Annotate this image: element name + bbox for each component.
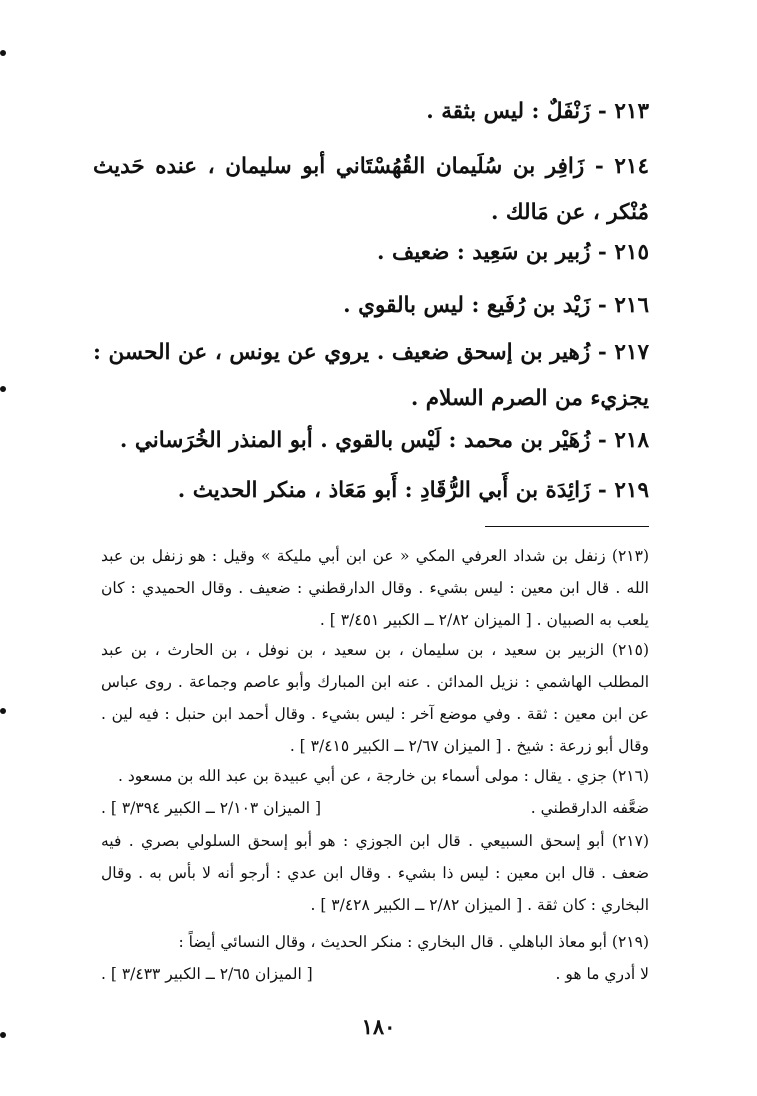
footnote-216-line-1: (٢١٦) جزي . يقال : مولى أسماء بن خارجة ، عن أبي عبيدة بن عبد الله بن مسعود . bbox=[118, 767, 649, 785]
footnote-217 bbox=[101, 825, 649, 921]
entry-214: ٢١٤ - زَافِر بن سُلَيمان القُهُسْتَاني أبو سليمان ، عنده حَديث مُنْكر ، عن مَالك . bbox=[93, 154, 649, 225]
footnote-219-line-2: لا أدري ما هو . bbox=[555, 965, 649, 983]
footnote-separator bbox=[485, 526, 649, 527]
footnote-213-text: (٢١٣) زنفل بن شداد العرفي المكي « عن ابن أبي مليكة » وقيل : هو زنفل بن عبد الله . قال ابن معين : ليس بشيء . وقال الدارقطني : ضعيف . وقال الحميدي : كان يلعب به الصبيان . bbox=[101, 547, 649, 629]
page-number: ١٨٠ bbox=[361, 1014, 396, 1039]
entry-217: ٢١٧ - زُهير بن إسحق ضعيف . يروي عن يونس ، عن الحسن : يجزيء من الصرم السلام . bbox=[93, 340, 649, 411]
margin-dot bbox=[0, 386, 6, 392]
footnote-219-reference: [ الميزان ٢/٦٥ ــ الكبير ٣/٤٣٣ ] . bbox=[101, 965, 313, 983]
footnote-219 bbox=[101, 926, 649, 990]
footnote-215-text: (٢١٥) الزبير بن سعيد ، بن سليمان ، بن سعيد ، بن نوفل ، بن الحارث ، بن عبد المطلب الهاشمي : نزيل المدائن . عنه ابن المبارك وأبو عاصم وجماعة . روى عباس عن ابن معين : ثقة . وفي موضع آخر : ليس بشيء . وقال أحمد ابن حنبل : فيه لين . وقال أبو زرعة : شيخ . bbox=[101, 641, 649, 755]
margin-dot bbox=[0, 1032, 6, 1038]
entry-219: ٢١٩ - زَائِدَة بن أَبي الرُّقَادِ : أَبو مَعَاذ ، منكر الحديث . bbox=[177, 478, 649, 503]
footnote-216 bbox=[101, 760, 649, 824]
footnote-216-line-2: ضعَّفه الدارقطني . bbox=[530, 799, 649, 817]
footnote-219-line-1: (٢١٩) أبو معاذ الباهلي . قال البخاري : منكر الحديث ، وقال النسائي أيضاً : bbox=[178, 933, 649, 951]
margin-dot bbox=[0, 708, 6, 714]
footnote-215 bbox=[101, 634, 649, 762]
entry-218: ٢١٨ - زُهَيْر بن محمد : لَيْس بالقوي . أبو المنذر الخُرَساني . bbox=[119, 428, 649, 453]
margin-dot bbox=[0, 50, 6, 56]
footnote-217-reference: [ الميزان ٢/٨٢ ــ الكبير ٣/٤٢٨ ] . bbox=[310, 896, 523, 914]
footnote-213-reference: [ الميزان ٢/٨٢ ــ الكبير ٣/٤٥١ ] . bbox=[319, 611, 532, 629]
footnote-215-reference: [ الميزان ٢/٦٧ ــ الكبير ٣/٤١٥ ] . bbox=[289, 737, 502, 755]
entry-213: ٢١٣ - زَنْفَلٌ : ليس بثقة . bbox=[426, 99, 649, 124]
footnote-217-text: (٢١٧) أبو إسحق السبيعي . قال ابن الجوزي : هو أبو إسحق السلولي بصري . فيه ضعف . قال ابن معين : ليس ذا بشيء . وقال ابن عدي : أرجو أنه لا بأس به . وقال البخاري : كان ثقة . bbox=[101, 832, 649, 914]
footnote-213 bbox=[101, 540, 649, 636]
footnote-216-reference: [ الميزان ٢/١٠٣ ــ الكبير ٣/٣٩٤ ] . bbox=[101, 799, 322, 817]
entry-215: ٢١٥ - زُبير بن سَعِيد : ضعيف . bbox=[377, 240, 649, 265]
entry-216: ٢١٦ - زَيْد بن رُفَيع : ليس بالقوي . bbox=[343, 293, 649, 318]
